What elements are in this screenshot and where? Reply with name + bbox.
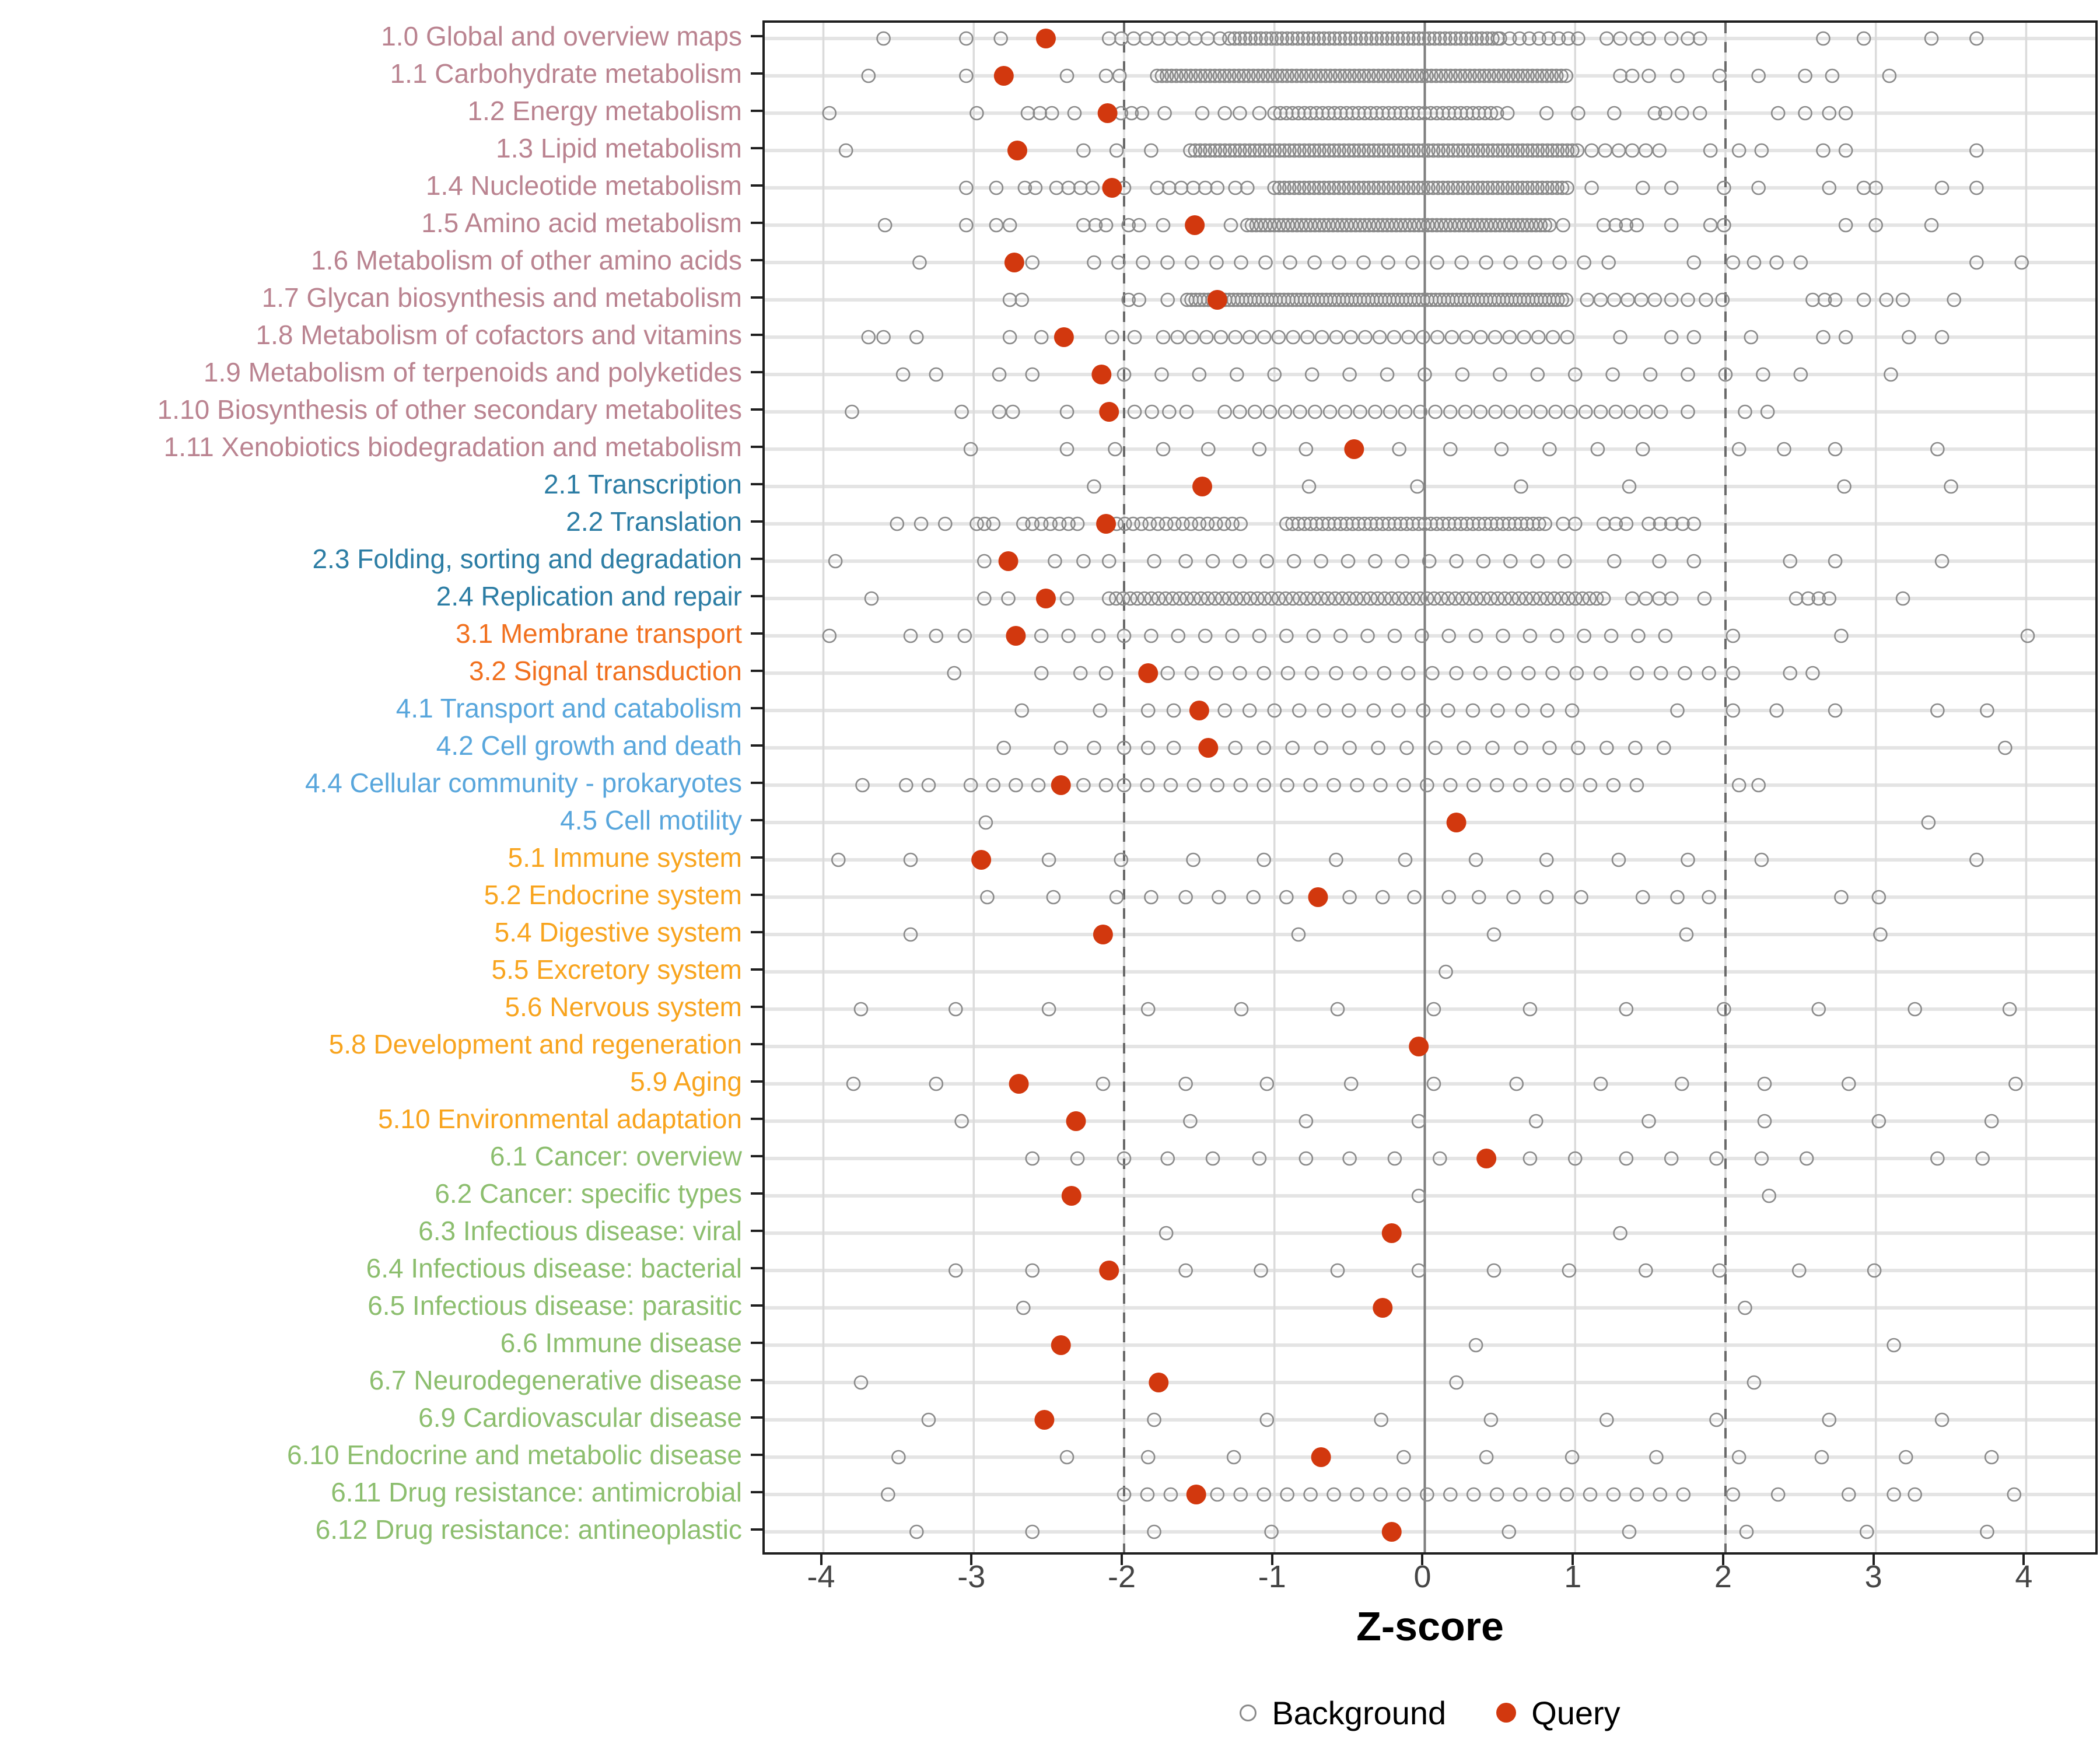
row-guide-line [765,933,2095,936]
query-point [1036,29,1056,48]
row-guide-line [765,1530,2095,1534]
y-axis-tick [751,1230,764,1232]
query-point [1208,290,1227,310]
gridline [822,23,825,1552]
row-guide-line [765,1194,2095,1198]
query-point [1186,1485,1206,1504]
query-point [1185,215,1205,235]
y-axis-label: 1.5 Amino acid metabolism [421,208,742,238]
row-guide-line [765,970,2095,974]
y-axis-label: 5.6 Nervous system [505,992,742,1022]
y-axis-tick [751,1416,764,1419]
y-axis-label: 1.8 Metabolism of cofactors and vitamins [256,320,742,350]
query-point [1051,1335,1071,1355]
row-guide-line [765,485,2095,488]
y-axis-label: 5.10 Environmental adaptation [378,1104,742,1134]
row-guide-line [765,634,2095,638]
y-axis-tick [751,670,764,672]
y-axis-label: 4.1 Transport and catabolism [396,693,742,723]
row-guide-line [765,1343,2095,1347]
y-axis-label: 6.1 Cancer: overview [489,1141,742,1171]
y-axis-label: 6.10 Endocrine and metabolic disease [287,1440,742,1470]
y-axis-tick [751,931,764,933]
y-axis-label: 6.6 Immune disease [500,1328,742,1358]
y-axis-tick [751,968,764,971]
row-guide-line [765,858,2095,862]
x-axis-tick-label: 1 [1564,1559,1582,1594]
y-axis-label: 1.1 Carbohydrate metabolism [390,58,742,89]
y-axis-tick [751,894,764,896]
row-guide-line [765,1082,2095,1086]
y-axis-tick [751,296,764,299]
y-axis-label: 2.2 Translation [566,506,742,537]
y-axis-tick [751,222,764,224]
y-axis-tick [751,1006,764,1008]
y-axis-tick [751,147,764,149]
y-axis-label: 5.1 Immune system [508,842,742,873]
query-point [1098,103,1118,123]
query-point [971,850,991,870]
y-axis-tick [751,1342,764,1344]
row-guide-line [765,821,2095,824]
row-guide-line [765,1157,2095,1160]
y-axis-label: 1.0 Global and overview maps [381,21,742,51]
x-axis-title-wrap [762,1603,2098,1650]
row-guide-line [765,410,2095,414]
y-axis-tick [751,408,764,411]
plot-panel [762,20,2098,1555]
y-axis-tick [751,1080,764,1083]
query-point [1051,775,1071,795]
row-guide-line [765,1418,2095,1422]
y-axis-tick [751,371,764,373]
y-axis-tick [751,1304,764,1307]
y-axis-tick [751,72,764,75]
y-axis-label: 3.2 Signal transduction [469,656,742,686]
y-axis-label: 5.9 Aging [630,1066,742,1097]
x-axis-tick-label: 4 [2015,1559,2033,1594]
query-point [1138,663,1158,683]
query-point [994,66,1014,86]
y-axis-label: 6.11 Drug resistance: antimicrobial [331,1477,742,1507]
y-axis-label: 1.9 Metabolism of terpenoids and polyketides [203,357,742,387]
row-guide-line [765,1381,2095,1384]
query-legend-label: Query [1531,1694,1620,1731]
gridline [973,23,975,1552]
y-axis-tick [751,632,764,635]
row-guide-line [765,1493,2095,1496]
row-guide-line [765,1231,2095,1235]
row-guide-line [765,373,2095,376]
row-guide-line [765,1455,2095,1459]
query-point [1149,1373,1168,1392]
x-axis-tick-label: -3 [957,1559,986,1594]
row-guide-line [765,1269,2095,1272]
y-axis-label: 6.2 Cancer: specific types [435,1178,742,1209]
y-axis-tick [751,110,764,112]
row-guide-line [765,746,2095,750]
query-point [1093,925,1113,944]
query-point [1099,402,1119,422]
query-point [1189,701,1209,720]
query-point [1091,365,1111,384]
y-axis-label: 6.3 Infectious disease: viral [418,1216,742,1246]
y-axis-tick [751,744,764,747]
query-point [1344,439,1364,459]
query-point [1198,738,1218,758]
query-point [1373,1298,1392,1318]
y-axis-label: 5.4 Digestive system [494,917,742,947]
y-axis-tick [751,1267,764,1269]
y-axis-label: 4.2 Cell growth and death [436,730,742,761]
gridline [2025,23,2028,1552]
query-point [1096,514,1116,534]
y-axis-label: 1.2 Energy metabolism [467,96,742,126]
y-axis-label: 5.5 Excretory system [491,954,742,985]
query-point [999,551,1019,571]
query-point [1005,253,1024,272]
query-point [1099,1261,1119,1280]
query-point [1054,327,1074,347]
y-axis-tick [751,1155,764,1157]
query-point [1009,1074,1029,1094]
query-point [1308,887,1328,907]
y-axis-label: 1.7 Glycan biosynthesis and metabolism [261,282,742,313]
y-axis-tick [751,782,764,784]
y-axis-label: 4.5 Cell motility [560,805,742,835]
query-point [1007,141,1027,160]
background-legend-icon [1240,1704,1256,1721]
gridline [1273,23,1276,1552]
y-axis-tick [751,446,764,448]
x-axis-tick-label: 3 [1864,1559,1882,1594]
query-point [1382,1522,1402,1542]
y-axis-tick [751,595,764,597]
y-axis-label: 5.2 Endocrine system [484,880,742,910]
row-guide-line [765,559,2095,563]
y-axis-tick [751,558,764,560]
y-axis-label: 6.4 Infectious disease: bacterial [366,1253,742,1283]
row-guide-line [765,895,2095,899]
y-axis-tick [751,1454,764,1456]
y-axis-label: 6.7 Neurodegenerative disease [369,1365,742,1395]
y-axis-label: 1.6 Metabolism of other amino acids [311,245,742,275]
y-axis-tick [751,1118,764,1120]
query-point [1192,477,1212,496]
y-axis-tick [751,520,764,523]
y-axis-label: 6.12 Drug resistance: antineoplastic [315,1514,742,1545]
legend [762,1689,2098,1736]
row-guide-line [765,1306,2095,1310]
y-axis-label: 1.10 Biosynthesis of other secondary metabolites [157,394,742,425]
query-legend-icon [1496,1703,1516,1723]
x-axis-tick-label: -2 [1107,1559,1136,1594]
row-guide-line [765,1045,2095,1048]
y-axis-tick [751,259,764,261]
query-point [1382,1223,1402,1243]
query-point [1476,1149,1496,1168]
y-axis-label: 3.1 Membrane transport [456,618,742,649]
y-axis-tick [751,1491,764,1493]
query-point [1447,813,1466,832]
y-axis-tick [751,334,764,336]
query-point [1006,626,1026,646]
x-axis-tick-label: 0 [1413,1559,1432,1594]
x-axis-tick-label: 2 [1714,1559,1732,1594]
y-axis-tick [751,35,764,37]
row-guide-line [765,1007,2095,1011]
y-axis-label: 2.1 Transcription [543,469,742,499]
y-axis-label: 1.11 Xenobiotics biodegradation and metabolism [163,432,742,462]
query-point [1066,1111,1086,1131]
x-axis-tick-label: -4 [807,1559,835,1594]
y-axis-label: 6.9 Cardiovascular disease [418,1402,742,1433]
query-point [1034,1410,1054,1430]
y-axis-label: 1.3 Lipid metabolism [496,133,742,163]
query-point [1409,1037,1429,1056]
y-axis-tick [751,483,764,485]
row-guide-line [765,1119,2095,1123]
y-axis-tick [751,1192,764,1195]
y-axis-label: 1.4 Nucleotide metabolism [425,170,742,201]
y-axis-label: 2.4 Replication and repair [436,581,742,611]
query-point [1036,589,1056,608]
y-axis-label: 6.5 Infectious disease: parasitic [368,1290,742,1321]
y-axis-tick [751,819,764,821]
y-axis-label: 4.4 Cellular community - prokaryotes [304,768,742,798]
x-axis-tick-label: -1 [1258,1559,1286,1594]
gridline [1875,23,1877,1552]
background-legend-label: Background [1272,1694,1447,1731]
query-point [1311,1447,1331,1467]
y-axis-tick [751,1043,764,1045]
row-guide-line [765,671,2095,675]
y-axis-tick [751,1528,764,1531]
y-axis-label: 2.3 Folding, sorting and degradation [312,544,742,574]
x-axis-title: Z-score [1356,1604,1504,1649]
y-axis-tick [751,856,764,859]
y-axis-tick [751,184,764,187]
plot-canvas [765,23,2095,1552]
y-axis-label: 5.8 Development and regeneration [328,1029,742,1059]
gridline [1574,23,1576,1552]
query-point [1062,1186,1082,1206]
y-axis-tick [751,707,764,709]
y-axis-tick [751,1379,764,1381]
query-point [1102,178,1122,198]
